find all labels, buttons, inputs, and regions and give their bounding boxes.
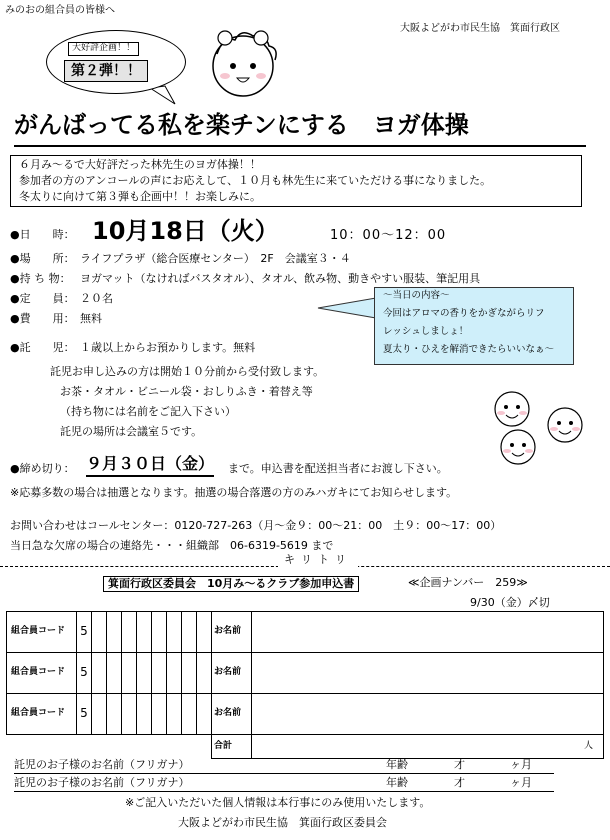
contact-line: 当日急な欠席の場合の連絡先・・・組織部 06-6319-5619 まで — [10, 539, 334, 552]
childcare-note: 託児の場所は会議室５です。 — [60, 425, 203, 438]
plan-number: ≪企画ナンバー 259≫ — [408, 576, 528, 589]
member-code-digit[interactable] — [152, 653, 167, 694]
child-name-row[interactable] — [14, 758, 554, 774]
name-field[interactable] — [252, 612, 604, 653]
member-code-digit[interactable] — [197, 653, 212, 694]
child-age-label: 年齢 — [386, 758, 408, 771]
member-code-digit[interactable] — [137, 612, 152, 653]
child-years-label: 才 — [454, 776, 465, 789]
form-row — [7, 694, 604, 735]
child-years-label: 才 — [454, 758, 465, 771]
child-name-row[interactable] — [14, 776, 554, 792]
intro-line: 参加者の方のアンコールの声にお応えして、１０月も林先生に来ていただける事になりました。 — [19, 174, 492, 187]
cut-label: キリトリ — [278, 553, 358, 567]
member-code-digit[interactable] — [122, 612, 137, 653]
member-code-label: 組合員コード — [7, 612, 77, 653]
member-code-label: 組合員コード — [7, 653, 77, 694]
member-code-prefix: 5 — [77, 612, 92, 653]
place-label: ●場 所： — [10, 252, 75, 265]
form-deadline: 9/30（金）〆切 — [470, 596, 550, 609]
childcare-note: （持ち物には名前をご記入下さい） — [60, 405, 236, 418]
member-code-digit[interactable] — [122, 653, 137, 694]
member-code-prefix: 5 — [77, 653, 92, 694]
application-form-table — [6, 611, 604, 759]
member-code-digit[interactable] — [107, 612, 122, 653]
member-code-digit[interactable] — [137, 653, 152, 694]
form-title: 箕面行政区委員会 10月み～るクラブ参加申込書 — [103, 576, 359, 592]
footer-issuer: 大阪よどがわ市民生協 箕面行政区委員会 — [178, 816, 387, 829]
child-months-label: ヶ月 — [510, 776, 532, 789]
member-code-digit[interactable] — [167, 694, 182, 735]
fee-label: ●費 用： — [10, 312, 75, 325]
callout-line: ～当日の内容～ — [383, 290, 450, 301]
total-spacer — [7, 735, 212, 759]
member-code-digit[interactable] — [152, 612, 167, 653]
callout-line: 今回はアロマの香りをかぎながらリフ — [383, 308, 545, 319]
total-row — [7, 735, 604, 759]
child-age-label: 年齢 — [386, 776, 408, 789]
childcare-note: 託児お申し込みの方は開始１０分前から受付致します。 — [50, 365, 325, 378]
lottery-notice: ※応募多数の場合は抽選となります。抽選の場合落選の方のみハガキにてお知らせします。 — [10, 486, 458, 499]
name-field[interactable] — [252, 653, 604, 694]
items-label: ●持 ち 物： — [10, 272, 71, 285]
fee-value: 無料 — [80, 312, 102, 325]
member-code-digit[interactable] — [107, 694, 122, 735]
greeting-text: みのおの組合員の皆様へ — [5, 5, 115, 16]
member-code-label: 組合員コード — [7, 694, 77, 735]
form-row — [7, 653, 604, 694]
deadline-label: ●締め切り： — [10, 462, 75, 475]
callout-line: レッシュしましょ！ — [383, 326, 469, 337]
name-label: お名前 — [212, 612, 252, 653]
place-value: ライフプラザ（総合医療センター） 2F 会議室３・４ — [80, 252, 351, 265]
member-code-digit[interactable] — [122, 694, 137, 735]
intro-line: 冬太りに向けて第３弾も企画中！！お楽しみに。 — [19, 190, 261, 203]
member-code-prefix: 5 — [77, 694, 92, 735]
intro-line: ６月み～るで大好評だった林先生のヨガ体操！！ — [19, 158, 261, 171]
bubble-big-label: 第２弾！！ — [64, 60, 148, 82]
bubble-small-label: 大好評企画！！ — [68, 42, 139, 56]
member-code-digit[interactable] — [107, 653, 122, 694]
member-code-digit[interactable] — [182, 612, 197, 653]
childcare-note: お茶・タオル・ビニール袋・おしりふき・着替え等 — [60, 385, 313, 398]
deadline-date: ９月３０日（金） — [86, 454, 214, 477]
child-name-label: 託児のお子様のお名前（フリガナ） — [14, 758, 190, 771]
member-code-digit[interactable] — [182, 653, 197, 694]
child-months-label: ヶ月 — [510, 758, 532, 771]
name-field[interactable] — [252, 694, 604, 735]
member-code-digit[interactable] — [167, 653, 182, 694]
child-name-label: 託児のお子様のお名前（フリガナ） — [14, 776, 190, 789]
childcare-value: １歳以上からお預かりします。無料 — [80, 341, 256, 354]
items-value: ヨガマット（なければバスタオル）、タオル、飲み物、動きやすい服装、筆記用具 — [80, 272, 481, 285]
page-title: がんばってる私を楽チンにする ヨガ体操 — [14, 111, 469, 139]
member-code-digit[interactable] — [152, 694, 167, 735]
deadline-note: まで。申込書を配送担当者にお渡し下さい。 — [228, 462, 448, 475]
name-label: お名前 — [212, 694, 252, 735]
content-callout — [374, 287, 574, 365]
event-date: 10月18日（火） — [92, 217, 279, 245]
event-time: 10：00～12：00 — [330, 228, 447, 243]
member-code-digit[interactable] — [92, 612, 107, 653]
children-illustration — [470, 385, 600, 470]
privacy-notice: ※ご記入いただいた個人情報は本行事にのみ使用いたします。 — [125, 796, 431, 809]
name-label: お名前 — [212, 653, 252, 694]
total-unit: 人 — [583, 740, 593, 751]
childcare-label: ●託 児： — [10, 341, 75, 354]
member-code-digit[interactable] — [182, 694, 197, 735]
member-code-digit[interactable] — [92, 694, 107, 735]
member-code-digit[interactable] — [92, 653, 107, 694]
contact-line: お問い合わせはコールセンター：0120-727-263（月～金９：00～21：00 土９：00～17：00） — [10, 519, 502, 532]
form-row — [7, 612, 604, 653]
total-label: 合計 — [212, 735, 252, 759]
member-code-digit[interactable] — [197, 612, 212, 653]
date-label: ●日 時： — [10, 228, 75, 241]
total-field[interactable] — [252, 735, 604, 759]
capacity-value: ２０名 — [80, 292, 113, 305]
member-code-digit[interactable] — [197, 694, 212, 735]
callout-line: 夏太り・ひえを解消できたらいいなぁ～ — [383, 344, 555, 355]
member-code-digit[interactable] — [167, 612, 182, 653]
capacity-label: ●定 員： — [10, 292, 75, 305]
member-code-digit[interactable] — [137, 694, 152, 735]
issuer-text: 大阪よどがわ市民生協 箕面行政区 — [400, 23, 560, 34]
